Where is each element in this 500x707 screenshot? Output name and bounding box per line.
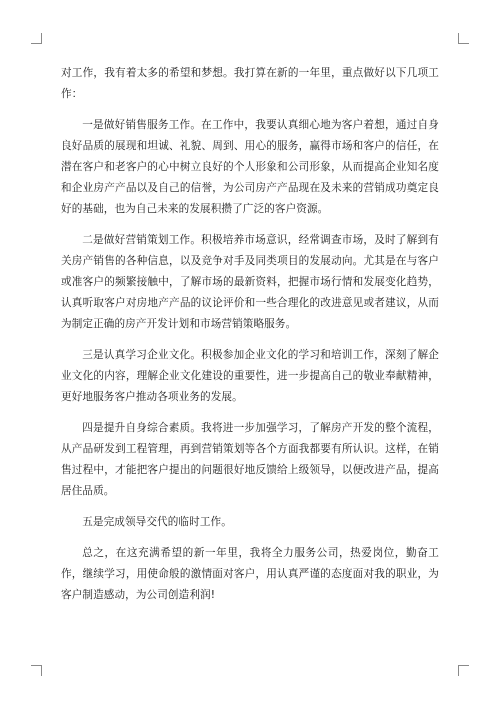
crop-mark-bottom-right — [458, 665, 469, 676]
paragraph-conclusion: 总之，在这充满希望的新一年里，我将全力服务公司，热爱岗位，勤奋工作，继续学习，用使命般的激情面对客户，用认真严谨的态度面对我的职业，为客户制造感动，为公司创造利润! — [61, 547, 439, 601]
paragraph-corporate-culture: 三是认真学习企业文化。积极参加企业文化的学习和培训工作，深刻了解企业文化的内容，理解企业文化建设的重要性，进一步提高自己的敬业奉献精神，更好地服务客户推动各项业务的发展。 — [61, 349, 439, 403]
crop-mark-top-left — [31, 33, 42, 44]
crop-mark-top-right — [458, 33, 469, 44]
document-body — [61, 63, 439, 616]
paragraph-marketing-planning: 二是做好营销策划工作。积极培养市场意识，经常调查市场，及时了解到有关房产销售的各种信息，以及竞争对手及同类项目的发展动向。尤其是在与客户或准客户的频繁接触中，了解市场的最新资料，把握市场行情和发展变化趋势，认真听取客户对房地产产品的议论评价和一些合理化的改进意见或者建议，从而为制定正确的房产开发计划和市场营销策略服务。 — [61, 234, 439, 330]
paragraph-sales-service: 一是做好销售服务工作。在工作中，我要认真细心地为客户着想，通过自身良好品质的展现和坦诚、礼貌、周到、用心的服务，赢得市场和客户的信任，在潜在客户和老客户的心中树立良好的个人形象和公司形象，从而提高企业知名度和企业房产产品以及自己的信誉，为公司房产产品现在及未来的营销成功奠定良好的基础，也为自己未来的发展积攒了广泛的客户资源。 — [61, 119, 439, 215]
paragraph-temporary-tasks: 五是完成领导交代的临时工作。 — [82, 516, 232, 528]
crop-mark-bottom-left — [31, 665, 42, 676]
paragraph-self-improvement: 四是提升自身综合素质。我将进一步加强学习，了解房产开发的整个流程，从产品研发到工程管理，再到营销策划等各个方面我都要有所认识。这样，在销售过程中，才能把客户提出的问题很好地反馈给上级领导，以便改进产品，提高居住品质。 — [61, 422, 439, 497]
paragraph-intro: 对工作，我有着太多的希望和梦想。我打算在新的一年里，重点做好以下几项工作： — [61, 67, 439, 100]
